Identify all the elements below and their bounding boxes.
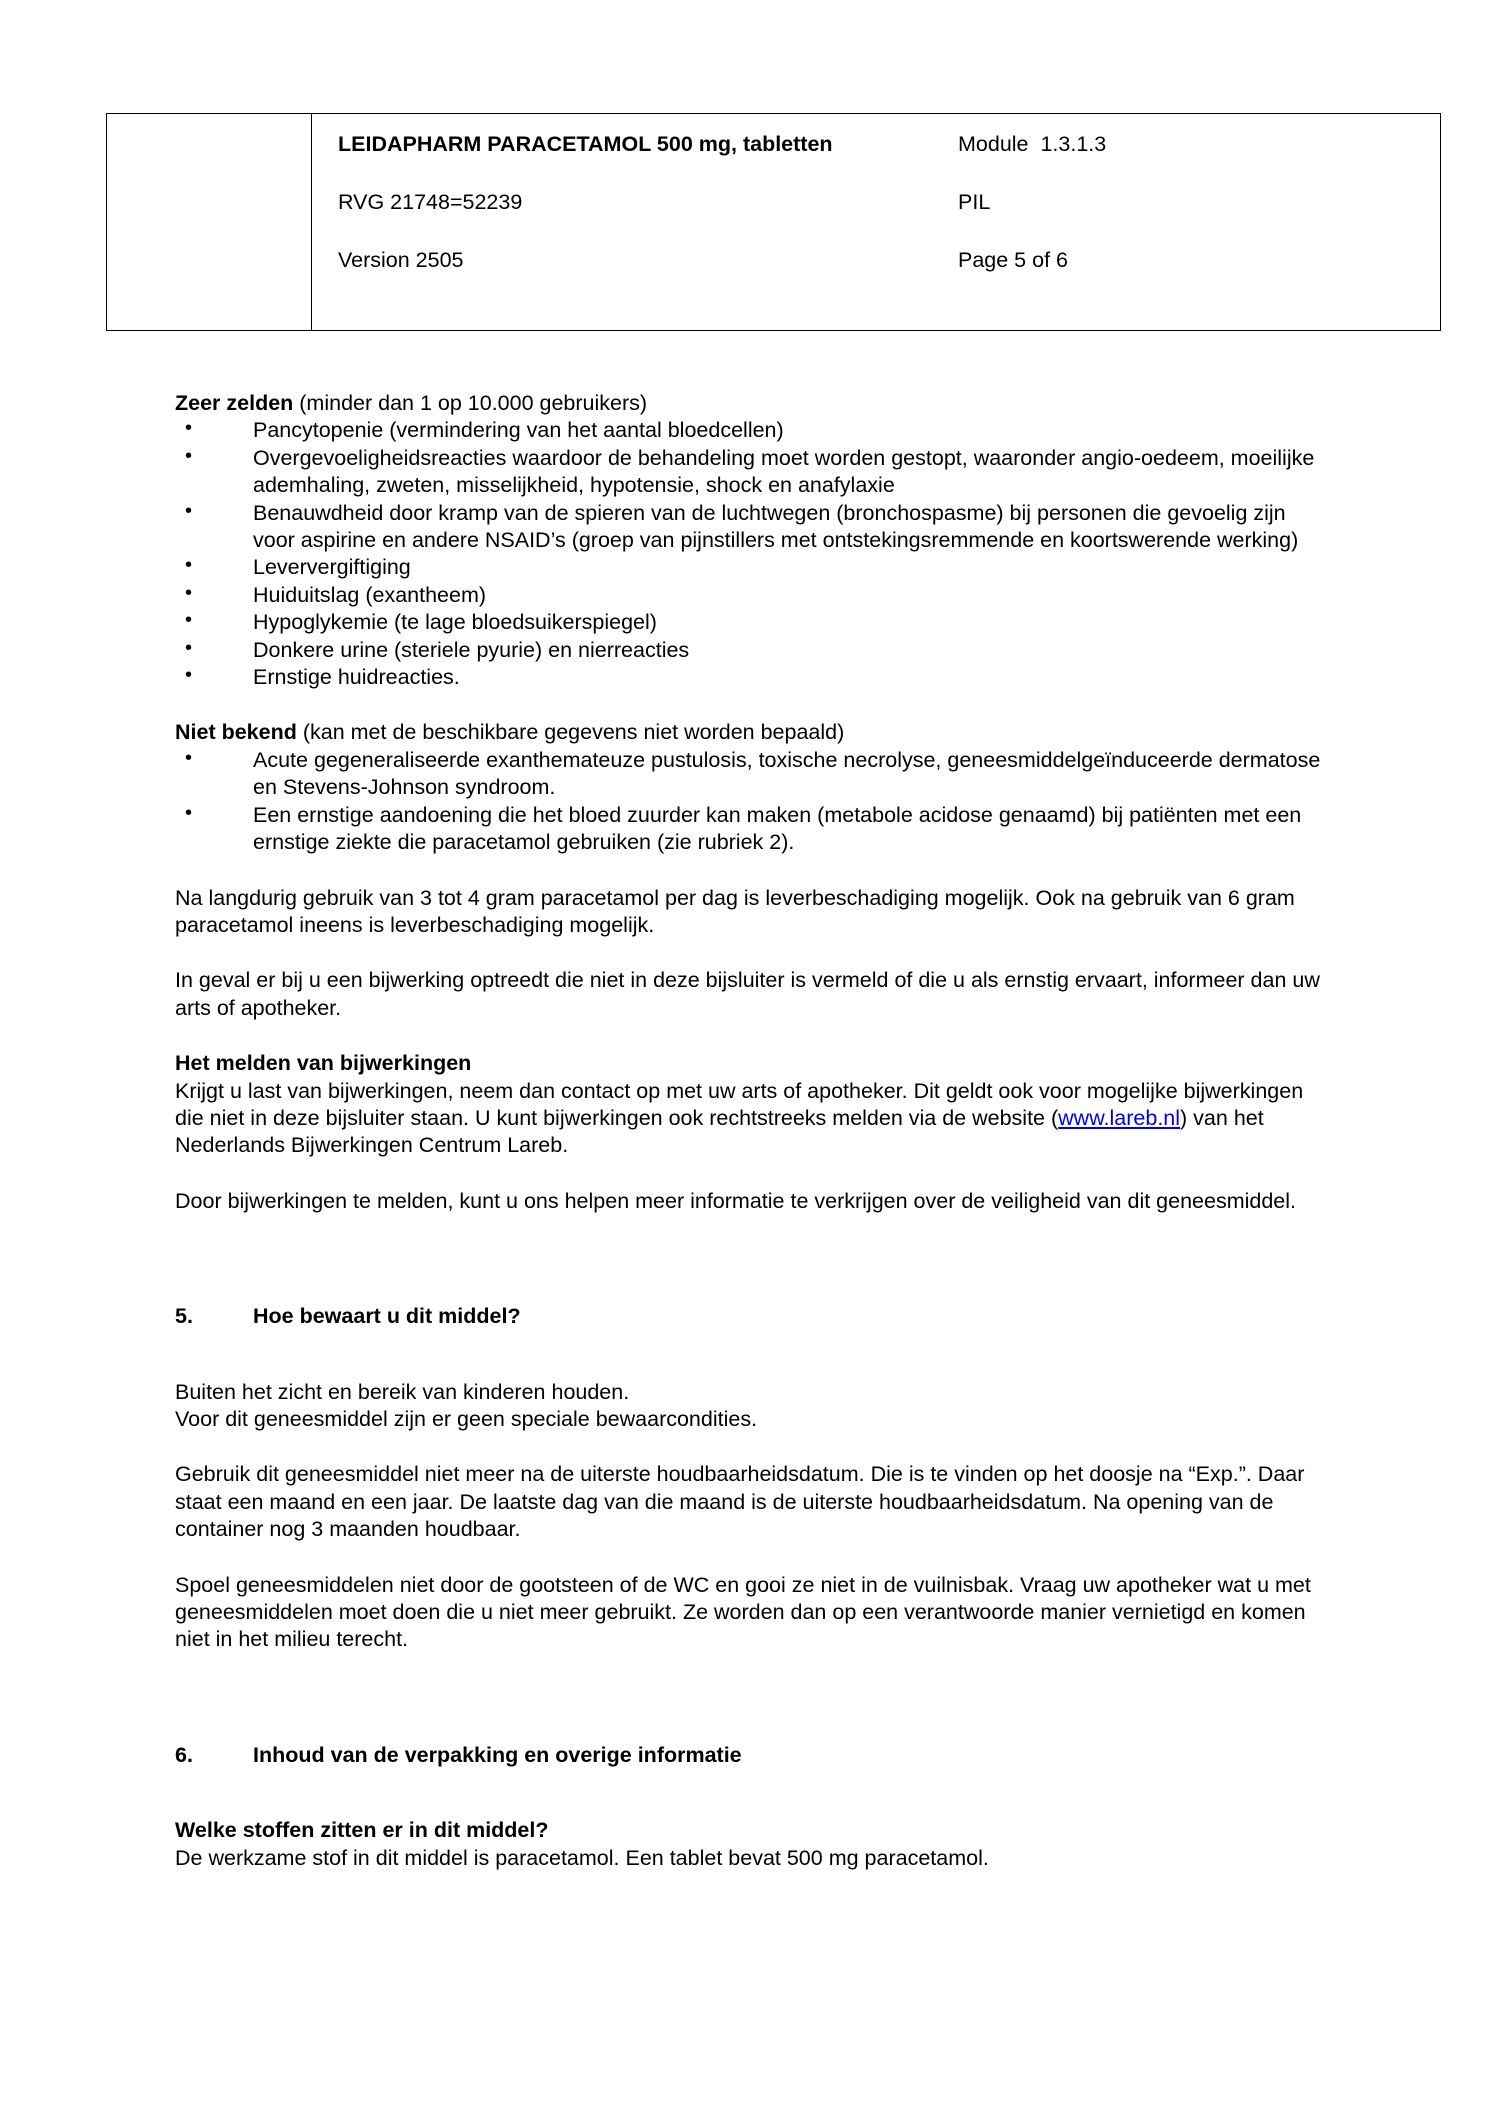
spacer — [175, 691, 1330, 719]
para-houdbaarheidsdatum: Gebruik dit geneesmiddel niet meer na de uiterste houdbaarheidsdatum. Die is te vinden op het doosje na “Exp.”. Daar staat een maand en een jaar. De laatste dag van die maand is de uiterste houdbaarheidsdatum. Na opening van de container nog 3 maanden houdbaar. — [175, 1462, 1305, 1542]
list-item: • Leververgiftiging — [175, 554, 1330, 581]
niet-bekend-bullet-list — [175, 747, 1330, 857]
list-item: • Benauwdheid door kramp van de spieren van de luchtwegen (bronchospasme) bij personen die gevoelig zijn voor aspirine en andere NSAID’s (groep van pijnstillers met ontstekingsremmende en koortswerende werking) — [175, 500, 1330, 555]
zeer-zelden-bullet-list — [175, 417, 1330, 691]
list-item: • Donkere urine (steriele pyurie) en nierreacties — [175, 637, 1330, 664]
para-werkzame-stof: De werkzame stof in dit middel is paracetamol. Een tablet bevat 500 mg paracetamol. — [175, 1845, 989, 1870]
header-line-version — [338, 248, 1440, 306]
para-bijwerking-optreedt: In geval er bij u een bijwerking optreedt die niet in deze bijsluiter is vermeld of die u als ernstig ervaart, informeer dan uw arts of apotheker. — [175, 968, 1320, 1020]
list-item: • Ernstige huidreacties. — [175, 664, 1330, 691]
header-info-cell — [312, 114, 1441, 331]
section-title: Hoe bewaart u dit middel? — [253, 1304, 521, 1329]
page-number-label: Page 5 of 6 — [958, 248, 1068, 272]
header-logo-cell — [107, 114, 312, 331]
melden-text-after-link: ) van het Nederlands Bijwerkingen Centrum Lareb. — [175, 1105, 1264, 1158]
melden-text-before-link: Krijgt u last van bijwerkingen, neem dan contact op met uw arts of apotheker. Dit geldt ook voor mogelijke bijwerkingen die niet in deze bijsluiter staan. U kunt bijwerkingen ook rechtstreeks melden via de website ( — [175, 1078, 1304, 1130]
spacer — [175, 1433, 1330, 1461]
section-title: Inhoud van de verpakking en overige informatie — [253, 1742, 742, 1767]
document-header-table — [106, 113, 1441, 331]
spacer — [175, 939, 1330, 967]
para-melden-helpen: Door bijwerkingen te melden, kunt u ons helpen meer informatie te verkrijgen over de veiligheid van dit geneesmiddel. — [175, 1188, 1297, 1213]
list-item: • Pancytopenie (vermindering van het aantal bloedcellen) — [175, 417, 1330, 444]
document-body — [175, 390, 1330, 1872]
zeer-zelden-heading — [175, 390, 1330, 417]
header-line-product — [338, 132, 1440, 190]
section-number: 5. — [175, 1304, 193, 1329]
spacer — [175, 857, 1330, 885]
para-spoel-geneesmiddelen: Spoel geneesmiddelen niet door de gootsteen of de WC en gooi ze niet in de vuilnisbak. Vraag uw apotheker wat u met geneesmiddelen moet doen die u niet meer gebruikt. Ze worden dan op een verantwoorde manier vernietigd en komen niet in het milieu terecht. — [175, 1572, 1311, 1652]
lareb-website-link[interactable]: www.lareb.nl — [1058, 1105, 1181, 1130]
spacer — [175, 1654, 1330, 1742]
line-bewaarcondities: Voor dit geneesmiddel zijn er geen speciale bewaarcondities. — [175, 1406, 758, 1431]
list-item: • Een ernstige aandoening die het bloed zuurder kan maken (metabole acidose genaamd) bij patiënten met een ernstige ziekte die paracetamol gebruiken (zie rubriek 2). — [175, 802, 1330, 857]
spacer — [175, 1544, 1330, 1572]
niet-bekend-heading — [175, 719, 1330, 746]
section-number: 6. — [175, 1742, 193, 1767]
subheading-welke-stoffen: Welke stoffen zitten er in dit middel? — [175, 1818, 549, 1843]
spacer — [175, 1215, 1330, 1303]
module-label: Module 1.3.1.3 — [958, 132, 1107, 156]
version-label: Version 2505 — [338, 248, 464, 272]
list-item: • Hypoglykemie (te lage bloedsuikerspiegel) — [175, 609, 1330, 636]
section-heading-5 — [175, 1303, 1330, 1330]
melden-paragraph — [175, 1078, 1330, 1160]
product-title: LEIDAPHARM PARACETAMOL 500 mg, tabletten — [338, 132, 833, 156]
spacer — [175, 1160, 1330, 1188]
header-line-rvg — [338, 190, 1440, 248]
list-item: • Overgevoeligheidsreacties waardoor de behandeling moet worden gestopt, waaronder angio-oedeem, moeilijke ademhaling, zweten, misselijkheid, hypotensie, shock en anafylaxie — [175, 445, 1330, 500]
spacer — [175, 1022, 1330, 1050]
list-item: • Acute gegeneraliseerde exanthemateuze pustulosis, toxische necrolyse, geneesmiddelgeïnduceerde dermatose en Stevens-Johnson syndroom. — [175, 747, 1330, 802]
niet-bekend-heading-rest: (kan met de beschikbare gegevens niet worden bepaald) — [296, 720, 845, 745]
section-heading-6 — [175, 1742, 1330, 1769]
zeer-zelden-heading-bold: Zeer zelden — [175, 391, 294, 415]
line-buiten-zicht: Buiten het zicht en bereik van kinderen houden. — [175, 1379, 630, 1404]
spacer — [175, 1769, 1330, 1817]
doc-type-label: PIL — [958, 190, 991, 214]
spacer — [175, 1331, 1330, 1379]
list-item: • Huiduitslag (exantheem) — [175, 582, 1330, 609]
rvg-number: RVG 21748=52239 — [338, 190, 523, 214]
zeer-zelden-heading-rest: (minder dan 1 op 10.000 gebruikers) — [293, 391, 648, 415]
para-leverbeschadiging: Na langdurig gebruik van 3 tot 4 gram paracetamol per dag is leverbeschadiging mogelijk. Ook na gebruik van 6 gram paracetamol ineens is leverbeschadiging mogelijk. — [175, 885, 1295, 937]
header-row — [107, 114, 1441, 331]
niet-bekend-heading-bold: Niet bekend — [175, 720, 297, 745]
melden-heading: Het melden van bijwerkingen — [175, 1051, 472, 1076]
